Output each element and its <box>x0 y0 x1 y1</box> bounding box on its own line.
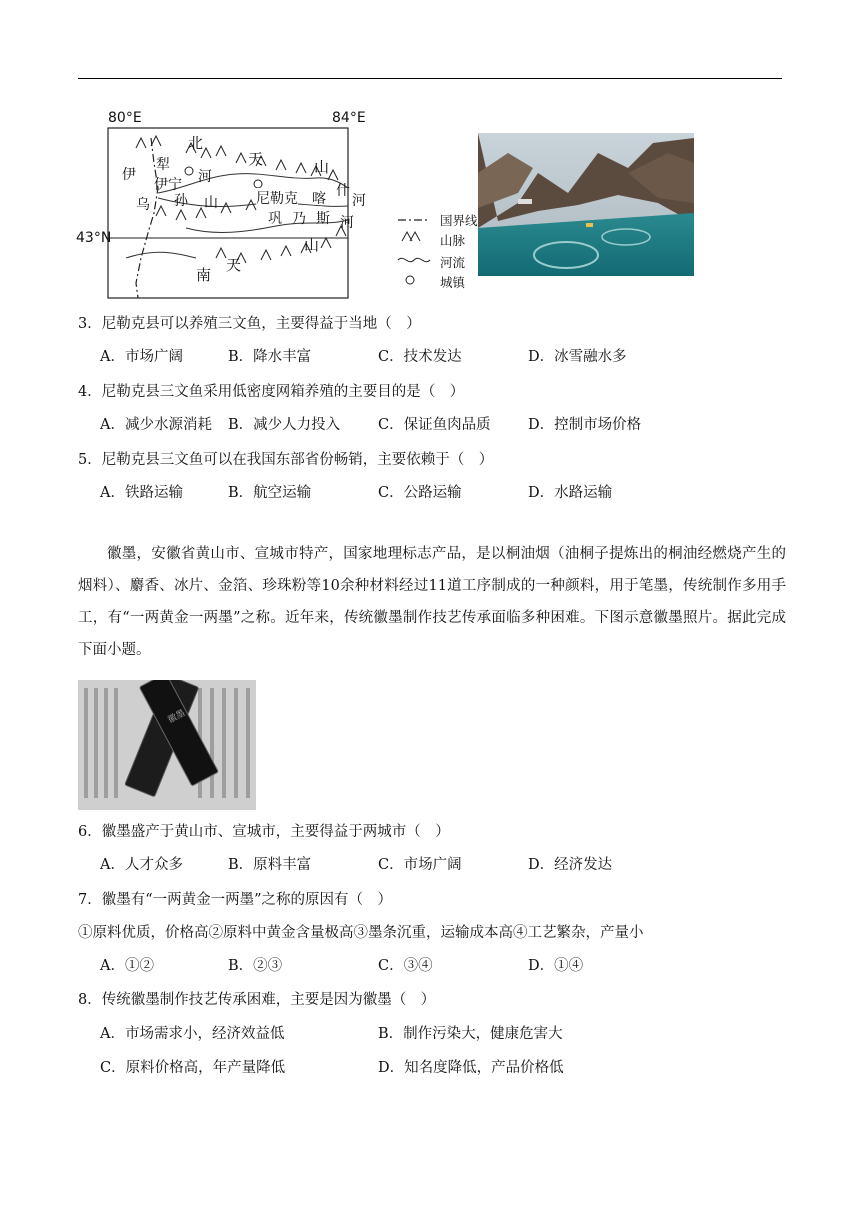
q4-option-c[interactable]: C．保证鱼肉品质 <box>378 417 491 433</box>
q8-option-a[interactable]: A．市场需求小，经济效益低 <box>100 1026 285 1042</box>
q3-option-d[interactable]: D．冰雪融水多 <box>528 349 627 365</box>
q7-statements: ①原料优质，价格高②原料中黄金含量极高③墨条沉重，运输成本高④工艺繁杂，产量小 <box>78 925 644 941</box>
question-6: 6．徽墨盛产于黄山市、宣城市，主要得益于两城市（ ） <box>78 824 450 840</box>
label-yili-2: 犁 <box>156 157 170 173</box>
salmon-farm-photo <box>478 133 694 276</box>
label-yining: 伊宁 <box>154 177 182 193</box>
question-8: 8．传统徽墨制作技艺传承困难，主要是因为徽墨（ ） <box>78 992 436 1008</box>
legend-border-label: 国界线 <box>440 213 478 228</box>
lat-label: 43°N <box>76 230 112 246</box>
region-map <box>76 108 486 303</box>
label-yili-1: 伊 <box>122 167 136 183</box>
label-gong-1: 巩 <box>268 211 282 227</box>
question-7: 7．徽墨有“一两黄金一两墨”之称的原因有（ ） <box>78 892 393 908</box>
label-nan: 南 <box>196 266 212 284</box>
q8-option-d[interactable]: D．知名度降低，产品价格低 <box>378 1060 564 1076</box>
label-kashi-2: 什 <box>336 183 350 199</box>
label-wusun-1: 乌 <box>136 197 150 213</box>
q7-option-c[interactable]: C．③④ <box>378 958 433 974</box>
q6-option-a[interactable]: A．人才众多 <box>100 857 183 873</box>
label-tian-south: 天 <box>226 256 242 274</box>
legend-river-label: 河流 <box>440 255 466 270</box>
question-5: 5．尼勒克县三文鱼可以在我国东部省份畅销，主要依赖于（ ） <box>78 452 494 468</box>
label-shan-south: 山 <box>304 236 320 254</box>
q3-option-c[interactable]: C．技术发达 <box>378 349 462 365</box>
lon-right-label: 84°E <box>332 110 366 126</box>
label-gong-2: 乃 <box>292 211 306 227</box>
label-kashi-1: 喀 <box>312 191 326 207</box>
label-gong-3: 斯 <box>316 211 330 227</box>
town-icon <box>406 276 414 284</box>
mountain-icon <box>402 232 420 241</box>
river-icon <box>398 258 430 261</box>
q6-option-d[interactable]: D．经济发达 <box>528 857 613 873</box>
label-yili-3: 河 <box>198 169 212 185</box>
q6-option-c[interactable]: C．市场广阔 <box>378 857 462 873</box>
question-3: 3．尼勒克县可以养殖三文鱼，主要得益于当地（ ） <box>78 316 421 332</box>
lon-left-label: 80°E <box>108 110 142 126</box>
label-gong-4: 河 <box>340 215 354 231</box>
q8-option-b[interactable]: B．制作污染大，健康危害大 <box>378 1026 563 1042</box>
label-tian-north: 天 <box>248 150 264 168</box>
ink-stick-inscription: 徽墨 <box>166 708 188 726</box>
q7-option-d[interactable]: D．①④ <box>528 958 584 974</box>
q3-option-b[interactable]: B．降水丰富 <box>228 349 312 365</box>
q3-option-a[interactable]: A．市场广阔 <box>100 349 183 365</box>
q5-option-b[interactable]: B．航空运输 <box>228 485 312 501</box>
label-wusun-3: 山 <box>204 195 218 211</box>
q7-option-b[interactable]: B．②③ <box>228 958 283 974</box>
q4-option-b[interactable]: B．减少人力投入 <box>228 417 341 433</box>
huimo-photo <box>78 680 256 810</box>
q5-option-c[interactable]: C．公路运输 <box>378 485 462 501</box>
legend-town-label: 城镇 <box>440 275 466 290</box>
label-kashi-3: 河 <box>352 193 366 209</box>
question-4: 4．尼勒克县三文鱼采用低密度网箱养殖的主要目的是（ ） <box>78 384 465 400</box>
q5-option-d[interactable]: D．水路运输 <box>528 485 613 501</box>
q8-option-c[interactable]: C．原料价格高，年产量降低 <box>100 1060 286 1076</box>
label-wusun-2: 孙 <box>174 193 188 209</box>
label-shan-north: 山 <box>314 158 330 176</box>
q4-option-a[interactable]: A．减少水源消耗 <box>100 417 212 433</box>
q5-option-a[interactable]: A．铁路运输 <box>100 485 183 501</box>
legend-mountain-label: 山脉 <box>440 233 466 248</box>
header-rule <box>78 78 782 79</box>
label-bei: 北 <box>188 134 204 152</box>
q6-option-b[interactable]: B．原料丰富 <box>228 857 312 873</box>
passage-huimo: 徽墨，安徽省黄山市、宣城市特产，国家地理标志产品，是以桐油烟（油桐子提炼出的桐油经燃烧产生的烟料）、麝香、冰片、金箔、珍珠粉等10余种材料经过11道工序制成的一种颜料，用于笔墨，传统制作多用手工，有“一两黄金一两墨”之称。近年来，传统徽墨制作技艺传承面临多种困难。下图示意徽墨照片。据此完成下面小题。 <box>78 546 786 658</box>
q7-option-a[interactable]: A．①② <box>100 958 154 974</box>
label-nileke: 尼勒克 <box>256 188 298 208</box>
q4-option-d[interactable]: D．控制市场价格 <box>528 417 642 433</box>
